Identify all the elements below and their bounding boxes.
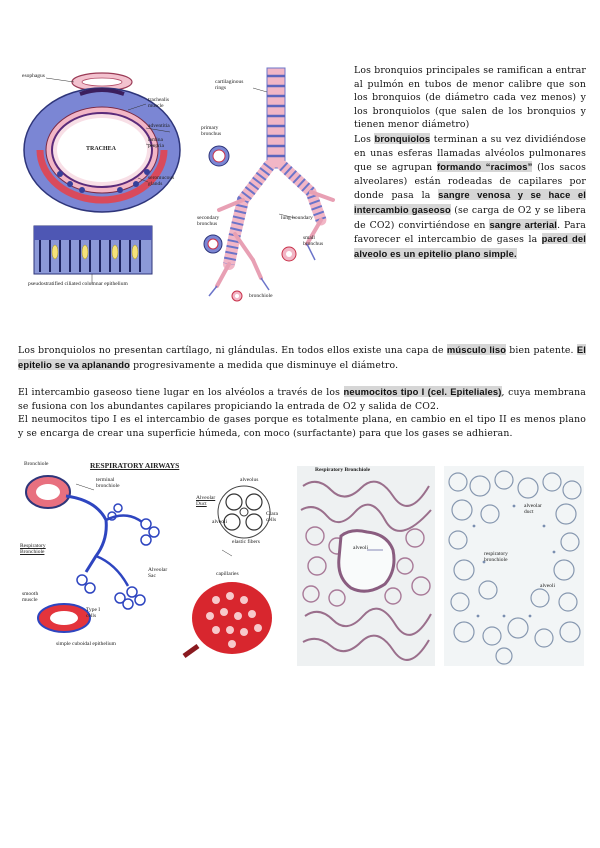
bronchiole-label-2: Bronchiole [24,461,49,467]
primary-bronchus-label: primary bronchus [201,125,222,137]
capillaries-label: capillaries [216,571,239,577]
lung-boundary-label: lung boundary [281,215,313,221]
smooth-muscle-label: smooth muscle [22,591,39,603]
type-one-label: Type I cells [86,607,101,619]
micrograph-respiratory-bronchiole [297,466,435,666]
micrograph-1-illustration [297,466,435,666]
alveolus-label: alveolus [240,477,259,483]
bronchioles-paragraph: Los bronquiolos terminan a su vez dividiéndose en unas esferas llamadas alvéolos pulmonares que se agrupan formando “racimos” (los sacos alveolares) están rodeadas de capilares por donde pasa la sangre venosa y se hace el intercambio gaseoso (se carga de O2 y se libera de CO2) convirtiéndose en sangre arterial. Para favorecer el intercambio de gases la pared del alveolo es un epitelio plano simple. [354,132,586,259]
trachea-figure [20,66,205,296]
epitelio-term: El epitelio se va aplanando [18,344,586,370]
esophagus-label: esophagus [22,73,45,79]
respiratory-bronchiole-label: Respiratory Bronchiole [20,543,46,555]
intro-paragraph: Los bronquios principales se ramifican a entrar al pulmón en tubos de menor calibre que son los bronquios (de diámetro cada vez menos) y los bronquiolos (que salen de los bronquios y tienen menor diámetro) [354,65,586,131]
simple-cuboidal-label: simple cuboidal epithelium [56,641,116,647]
bronchial-tree-illustration [195,64,345,304]
adventitia-label: adventitia [148,123,170,129]
alveolar-sac-label: Alveolar Sac [148,567,168,579]
trachea-illustration [20,66,205,296]
elastic-fibers-label: elastic fibers [232,539,260,545]
lamina-propria-label: lamina propria [148,137,164,149]
sangre-venosa-term: sangre venosa y se hace el intercambio gaseoso [354,189,586,215]
formando-term: formando “racimos” [436,161,533,173]
pared-alveolo-term: pared del alveolo es un epitelio plano simple. [354,233,586,259]
paragraph-bronchioles: Los bronquiolos no presentan cartílago, ni glándulas. En todos ellos existe una capa de músculo liso bien patente. El epitelio se va aplanando progresivamente a medida que disminuye el diámetro. [18,344,586,371]
epithelium-label: pseudostratified ciliated columnar epithelium [28,281,128,287]
micrograph-1-alveoli-label: alveoli [353,545,368,551]
micrograph-alveolar-duct [444,466,584,666]
cartilaginous-rings-label: cartilaginous rings [215,79,244,91]
bronquiolos-term: bronquiolos [374,132,431,144]
bronchiole-label: bronchiole [249,293,273,299]
bronchial-tree-figure [195,64,345,304]
paragraph-gas-exchange: El intercambio gaseoso tiene lugar en los alvéolos a través de los neumocitos tipo I (cel. Epiteliales), cuya membrana se fusiona con los abundantes capilares propiciando la entrada de O2 y salida de CO2. El neumocitos tipo I es el intercambio de gases porque es totalmente plana, en cambio en el tipo II es menos plano y se encarga de crear una superficie húmeda, con moco (surfactante) para que los gases se adhieran. [18,386,586,439]
micrograph-1-title: Respiratory Bronchiole [315,467,371,473]
micrograph-2-resp-bronchiole-label: respiratory bronchiole [484,551,508,563]
musculo-liso-term: músculo liso [446,344,507,355]
terminal-bronchiole-label: terminal bronchiole [96,477,120,489]
secondary-bronchus-label: secondary bronchus [197,215,220,227]
micrograph-2-illustration [444,466,584,666]
clara-cells-label: Clara cells [266,511,278,523]
trachea-label: TRACHEA [86,146,117,152]
small-bronchus-label: small bronchus [303,235,324,247]
micrograph-2-alveolar-duct-label: alveolar duct [524,503,542,515]
micrograph-2-alveoli-label: alveoli [540,583,555,589]
alveoli-label: alveoli [212,519,227,525]
sangre-arterial-term: sangre arterial [489,218,558,230]
alveolar-duct-label: Alveolar Duct [196,495,216,507]
respiratory-airways-title: RESPIRATORY AIRWAYS [90,461,180,470]
trachealis-label: trachealis muscle [148,97,170,109]
right-column-text [354,64,586,261]
neumocitos-term: neumocitos tipo I (cel. Epiteliales) [343,386,502,397]
seromucous-label: seromucous glands [148,175,175,187]
respiratory-airways-figure [16,460,291,675]
